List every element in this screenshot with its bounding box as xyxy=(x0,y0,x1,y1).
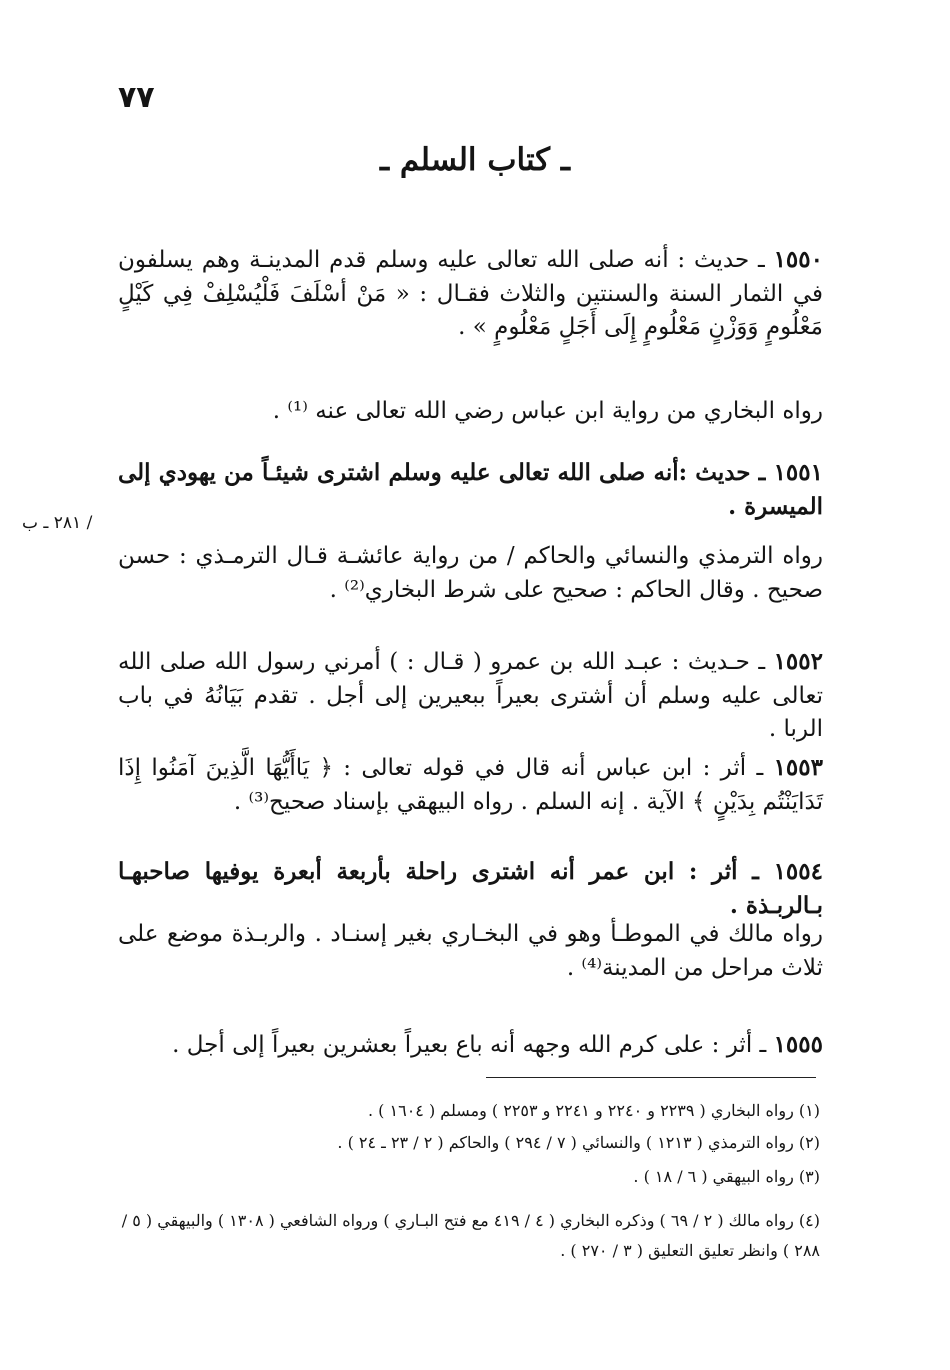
paragraph-1554-source xyxy=(118,885,823,985)
paragraph-1550 xyxy=(118,210,823,344)
entry-text: رواه مالك في الموطـأ وهو في البخـاري بغير إسنـاد . والربـذة موضع على ثلاث مراحل من المدينة⁽⁴⁾ . xyxy=(118,921,823,981)
entry-text: رواه البخاري من رواية ابن عباس رضي الله تعالى عنه ⁽¹⁾ . xyxy=(272,398,823,425)
entry-text: رواه الترمذي والنسائي والحاكم / من رواية عائشـة قـال الترمـذي : حسن صحيح . وقال الحاكم : صحيح على شرط البخاري⁽²⁾ . xyxy=(118,543,823,603)
entry-number: ١٥٥٤ xyxy=(773,858,823,886)
entry-number: ١٥٥٠ xyxy=(773,246,823,274)
chapter-title: ـ كتاب السلم ـ xyxy=(380,142,570,178)
page-number: ٧٧ xyxy=(118,80,155,115)
footnote-1: (١) رواه البخاري ( ٢٢٣٩ و ٢٢٤٠ و ٢٢٤١ و ٢٢٥٣ ) ومسلم ( ١٦٠٤ ) . xyxy=(368,1101,820,1120)
footnote-2: (٢) رواه الترمذي ( ١٢١٣ ) والنسائي ( ٧ / ٢٩٤ ) والحاكم ( ٢ / ٢٣ ـ ٢٤ ) . xyxy=(337,1133,820,1152)
entry-text: ـ حديث :أنه صلى الله تعالى عليه وسلم اشترى شيئـاً من يهودي إلى الميسرة . xyxy=(118,459,823,520)
footnote-3: (٣) رواه البيهقي ( ٦ / ١٨ ) . xyxy=(633,1167,820,1186)
entry-text: ـ حـديث : عبـد الله بن عمرو ( قـال : ) أمرني رسول الله صلى الله تعالى عليه وسلم أن أشترى بعيراً ببعيرين إلى أجل . تقدم بَيَانُهُ في باب الربا . xyxy=(118,649,823,743)
paragraph-1555 xyxy=(118,995,823,1063)
footnote-4: (٤) رواه مالك ( ٢ / ٦٩ ) وذكره البخاري ( ٤ / ٤١٩ مع فتح البـاري ) ورواه الشافعي ( ١٣٠٨ ) والبيهقي ( ٥ / ٢٨٨ ) وانظر تعليق التعليق ( ٣ / ٢٧٠ ) . xyxy=(121,1211,820,1261)
footnote-divider xyxy=(486,1077,816,1078)
entry-number: ١٥٥٥ xyxy=(773,1031,823,1059)
entry-number: ١٥٥٢ xyxy=(773,648,823,676)
paragraph-1550-source xyxy=(118,362,823,429)
paragraph-1551-source xyxy=(118,507,823,607)
entry-number: ١٥٥١ xyxy=(773,459,823,487)
entry-text: ـ حديث : أنه صلى الله تعالى عليه وسلم قدم المدينـة وهم يسلفون في الثمار السنة والسنتين والثلاث فقـال : « مَنْ أسْلَفَ فَلْيُسْلِفْ فِي كَيْلٍ مَعْلُومٍ وَوَزْنٍ مَعْلُومٍ إِلَى أَجَلٍ مَعْلُومٍ » . xyxy=(118,247,823,341)
entry-text: ـ أثر : ابن عمر أنه اشترى راحلة بأربعة أبعرة يوفيها صاحبهـا بـالربـذة . xyxy=(118,858,823,919)
entry-text: ـ أثر : على كرم الله وجهه أنه باع بعيراً بعشرين بعيراً إلى أجل . xyxy=(172,1032,774,1059)
margin-manuscript-note: / ٢٨١ ـ ب xyxy=(22,513,93,533)
entry-text: ـ أثر : ابن عباس أنه قال في قوله تعالى : ﴿ يَاأَيُّهَا الَّذِينَ آمَنُوا إِذَا تَدَايَنْتُم بِدَيْنٍ ﴾ الآية . إنه السلم . رواه البيهقي بإسناد صحيح⁽³⁾ . xyxy=(118,755,823,815)
paragraph-1553 xyxy=(118,718,823,819)
entry-number: ١٥٥٣ xyxy=(773,754,823,782)
